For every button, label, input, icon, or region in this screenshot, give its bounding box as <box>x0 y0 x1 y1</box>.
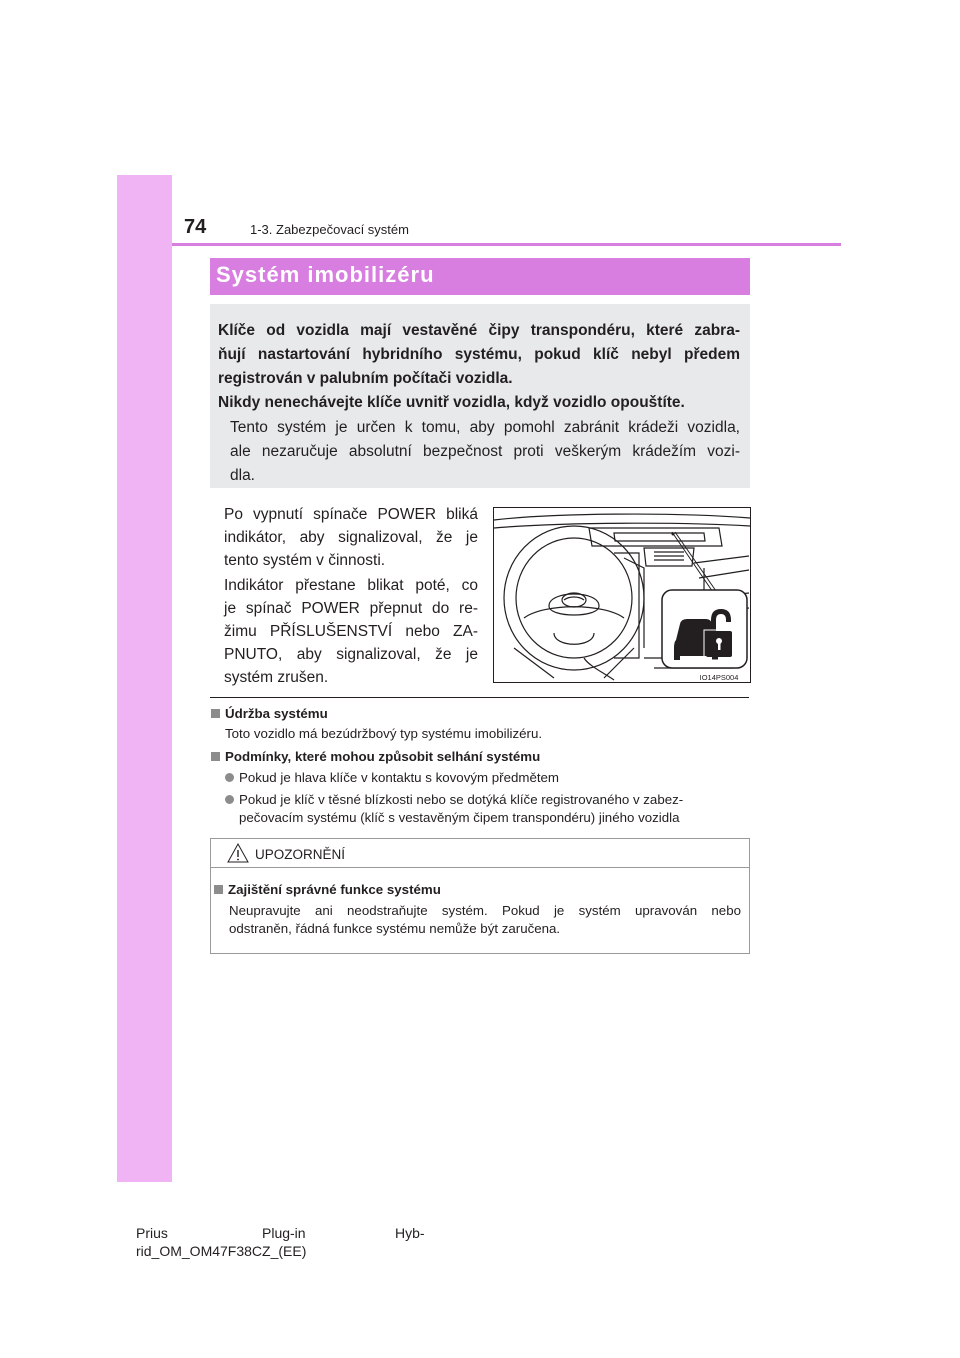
footer-model: Plug-in <box>262 1225 306 1241</box>
section-separator <box>210 697 749 698</box>
warning-label: UPOZORNĚNÍ <box>255 847 346 862</box>
note-list-text: Pokud je hlava klíče v kontaktu s kovovým předmětem <box>239 770 560 785</box>
note-heading-text: Údržba systému <box>225 706 328 721</box>
warning-triangle-icon <box>227 843 249 863</box>
body-line: Po vypnutí spínače POWER bliká <box>224 506 478 523</box>
body-line: tento systém v činnosti. <box>224 552 386 569</box>
chapter-title: 1-3. Zabezpečovací systém <box>250 222 409 237</box>
intro-line: Tento systém je určen k tomu, aby pomohl zabránit krádeži vozidla, <box>230 419 740 436</box>
warning-text: Neupravujte ani neodstraňujte systém. Pokud je systém upravován nebo <box>229 903 741 918</box>
warning-heading <box>214 880 441 899</box>
dashboard-illustration <box>494 508 750 682</box>
intro-line: registrován v palubním počítači vozidla. <box>218 370 513 387</box>
warning-heading-text: Zajištění správné funkce systému <box>228 882 441 897</box>
dashboard-figure <box>493 507 751 683</box>
intro-line: dla. <box>230 467 255 484</box>
header-rule <box>172 243 841 246</box>
section-title-bar <box>210 258 750 295</box>
note-list-text: Pokud je klíč v těsné blízkosti nebo se dotýká klíče registrovaného v zabez- <box>239 792 684 807</box>
intro-warning-line: Nikdy nenechávejte klíče uvnitř vozidla, když vozidlo opouštíte. <box>218 394 685 411</box>
note-list-text: pečovacím systému (klíč s vestavěným čipem transpondéru) jiného vozidla <box>239 810 680 825</box>
note-heading-text: Podmínky, které mohou způsobit selhání systému <box>225 749 541 764</box>
note-heading <box>211 747 540 766</box>
side-tab <box>117 175 172 1182</box>
intro-line: Klíče od vozidla mají vestavěné čipy transpondéru, které zabra- <box>218 322 740 339</box>
body-line: je spínač POWER přepnut do re- <box>224 600 478 617</box>
note-list-item <box>225 768 559 787</box>
body-line: indikátor, aby signalizoval, že je <box>224 529 478 546</box>
square-bullet-icon <box>211 709 220 718</box>
section-title: Systém imobilizéru <box>216 262 435 287</box>
square-bullet-icon <box>214 885 223 894</box>
intro-line: ňují nastartování hybridního systému, pokud klíč nebyl předem <box>218 346 740 363</box>
note-heading <box>211 704 328 723</box>
body-line: PNUTO, aby signalizoval, že je <box>224 646 478 663</box>
round-bullet-icon <box>225 773 234 782</box>
body-line: žimu PŘÍSLUŠENSTVÍ nebo ZA- <box>224 623 478 640</box>
figure-code: IO14PS004 <box>699 673 739 682</box>
warning-box <box>210 838 750 954</box>
round-bullet-icon <box>225 795 234 804</box>
square-bullet-icon <box>211 752 220 761</box>
intro-line: ale nezaručuje absolutní bezpečnost proti veškerým krádežím vozi- <box>230 443 740 460</box>
body-line: systém zrušen. <box>224 669 329 686</box>
page-number: 74 <box>184 216 207 238</box>
body-line: Indikátor přestane blikat poté, co <box>224 577 478 594</box>
warning-text: odstraněn, řádná funkce systému nemůže být zaručena. <box>229 921 561 936</box>
footer-code: rid_OM_OM47F38CZ_(EE) <box>136 1243 307 1259</box>
note-list-item <box>225 790 683 809</box>
intro-box <box>210 304 750 488</box>
warning-header-rule <box>211 867 749 868</box>
footer-model: Prius <box>136 1225 168 1241</box>
note-text: Toto vozidlo má bezúdržbový typ systému imobilizéru. <box>225 726 543 741</box>
footer-model: Hyb- <box>395 1225 425 1241</box>
